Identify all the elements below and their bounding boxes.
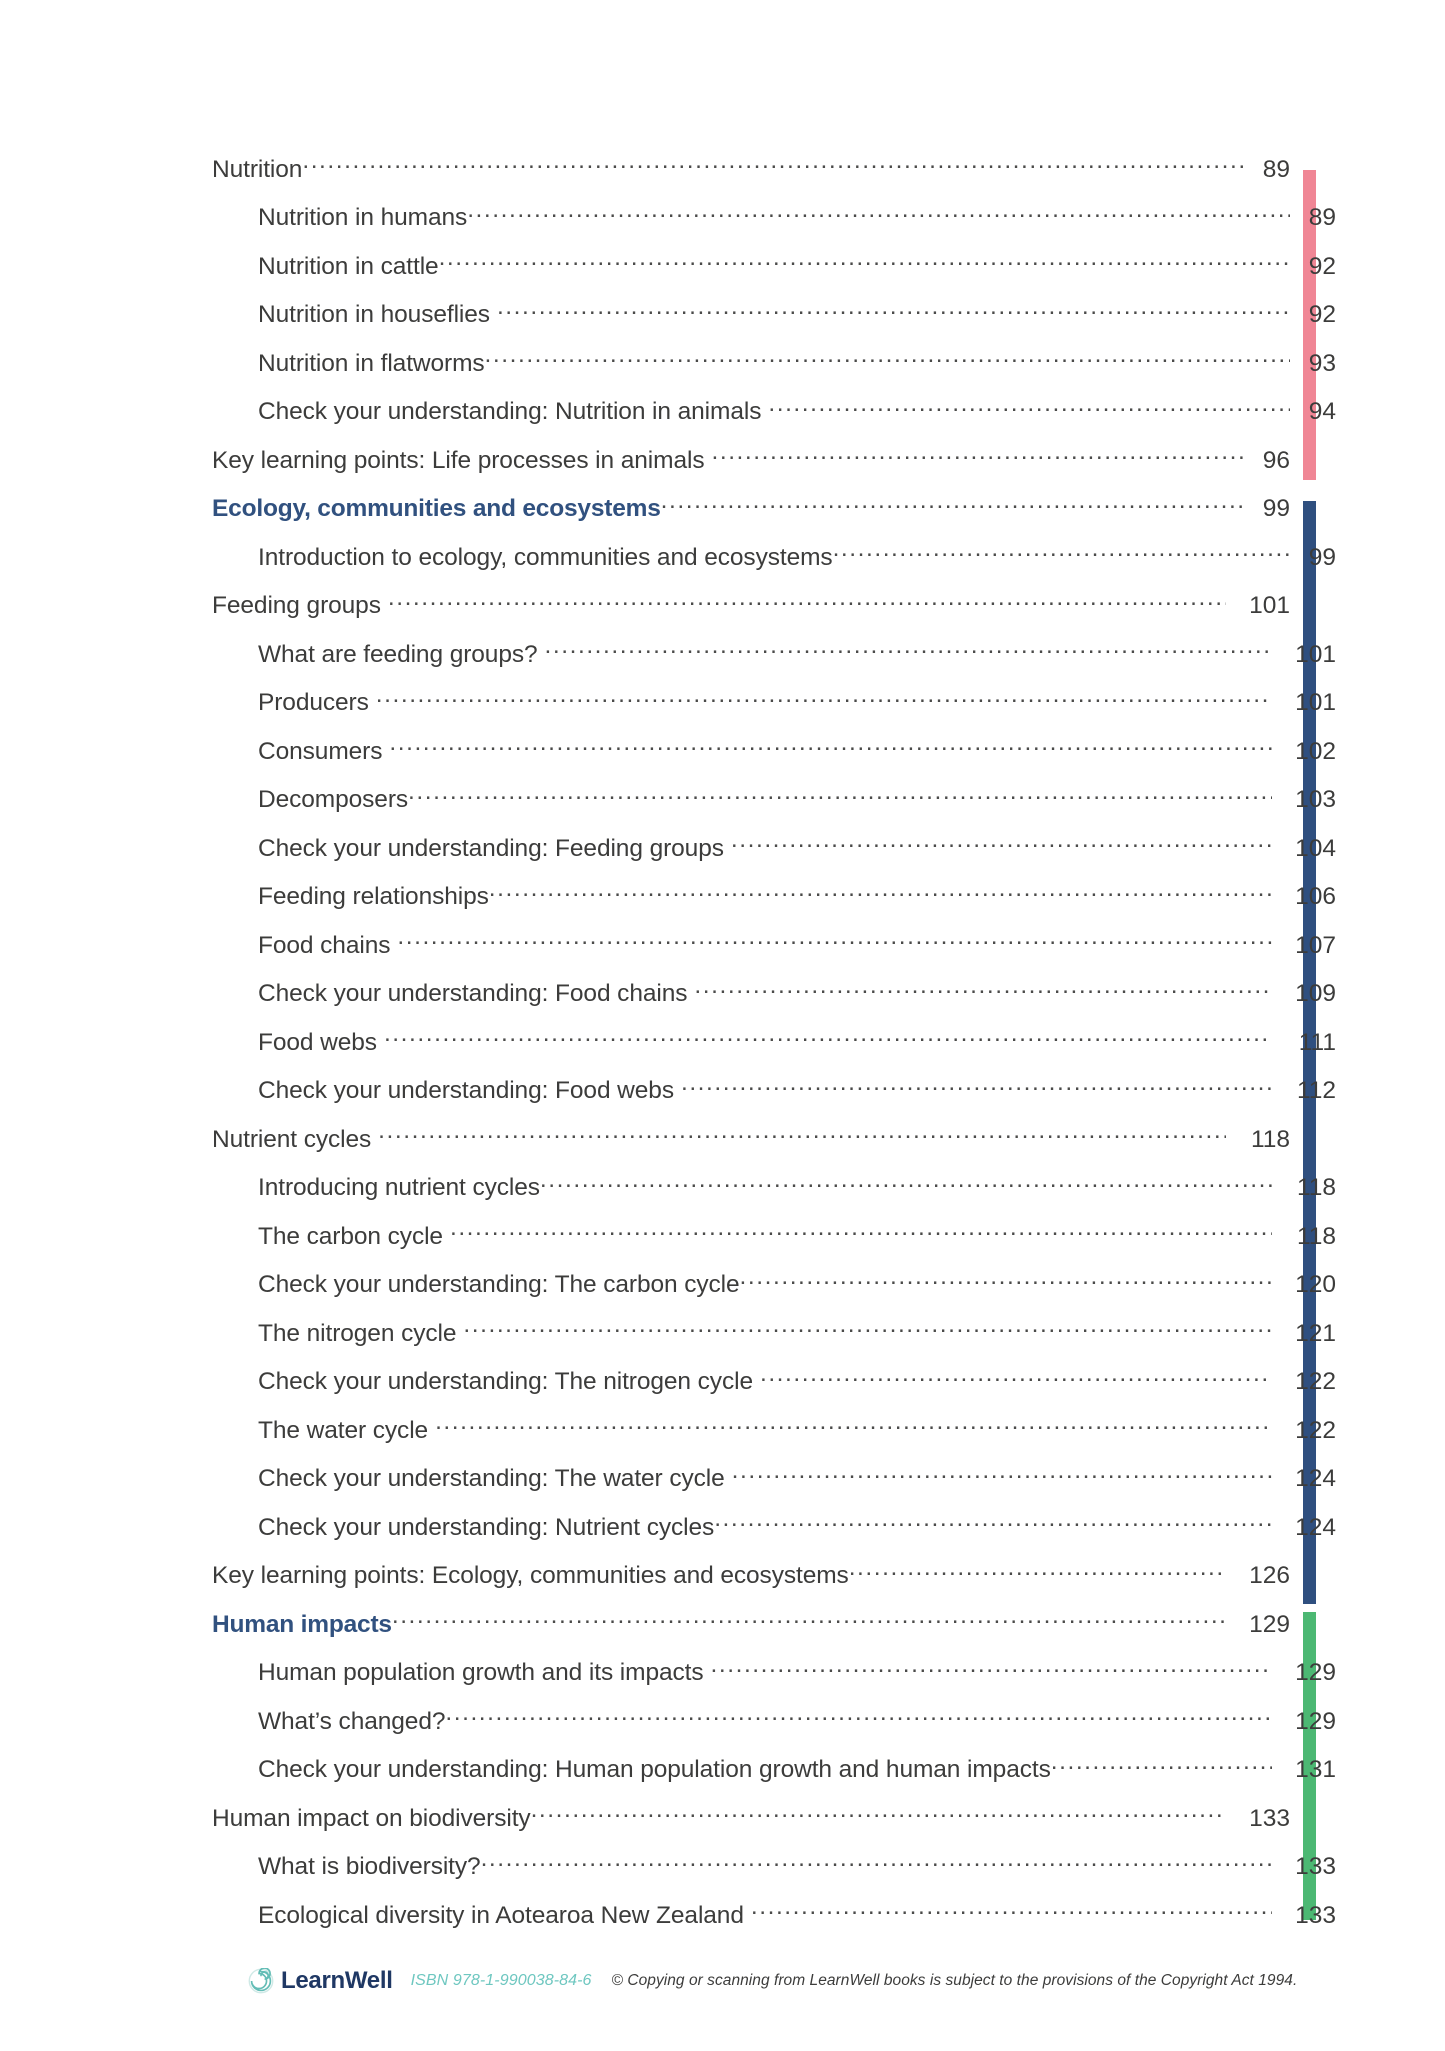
toc-entry-row[interactable] — [212, 1559, 1290, 1608]
toc-page-number: 124 — [1295, 1513, 1336, 1541]
toc-dot-leader — [540, 1171, 1272, 1196]
toc-page-number: 107 — [1295, 931, 1336, 959]
toc-entry-row[interactable] — [212, 1365, 1336, 1414]
toc-entry-label: Nutrition — [212, 155, 303, 183]
toc-page-number: 94 — [1308, 398, 1336, 425]
toc-entry-label: Ecological diversity in Aotearoa New Zealand — [258, 1901, 744, 1929]
learnwell-wordmark: LearnWell — [281, 1967, 393, 1994]
toc-dot-leader — [428, 1413, 1272, 1438]
toc-page-number: 106 — [1295, 883, 1336, 910]
toc-entry-label: Nutrition in cattle — [258, 252, 439, 280]
toc-dot-leader — [753, 1365, 1272, 1390]
toc-page-number: 101 — [1295, 640, 1336, 668]
toc-dot-leader — [661, 492, 1244, 517]
toc-page-number: 103 — [1295, 786, 1336, 813]
toc-entry-row[interactable] — [212, 977, 1336, 1026]
toc-entry-label: The carbon cycle — [258, 1222, 443, 1250]
toc-entry-label: Nutrition in flatworms — [258, 349, 485, 377]
toc-dot-leader — [714, 1510, 1272, 1535]
toc-entry-row[interactable] — [212, 686, 1336, 735]
toc-entry-row[interactable] — [212, 1122, 1290, 1171]
toc-entry-label: Decomposers — [258, 786, 409, 813]
toc-entry-label: The water cycle — [258, 1416, 429, 1444]
toc-page-number: 133 — [1295, 1853, 1336, 1880]
toc-dot-leader — [390, 928, 1272, 953]
toc-entry-row[interactable] — [212, 346, 1336, 395]
toc-dot-leader — [381, 589, 1226, 614]
toc-page-number: 92 — [1308, 301, 1336, 328]
toc-entry-label: Introduction to ecology, communities and ecosystems — [258, 543, 833, 571]
toc-entry-label: What’s changed? — [258, 1707, 446, 1735]
toc-entry-label: Key learning points: Ecology, communities and ecosystems — [212, 1562, 849, 1589]
toc-page-number: 133 — [1249, 1804, 1290, 1832]
toc-entry-label: Check your understanding: The water cycle — [258, 1465, 725, 1492]
toc-page-number: 121 — [1295, 1319, 1336, 1347]
toc-entry-row[interactable] — [212, 1316, 1336, 1365]
toc-page-number: 104 — [1295, 834, 1336, 862]
toc-entry-label: Human impacts — [212, 1610, 392, 1638]
toc-entry-label: Ecology, communities and ecosystems — [212, 495, 661, 522]
toc-entry-row[interactable] — [212, 395, 1336, 444]
toc-dot-leader — [456, 1316, 1272, 1341]
toc-entry-row[interactable] — [212, 1656, 1336, 1705]
toc-page-number: 101 — [1295, 689, 1336, 716]
toc-dot-leader — [531, 1801, 1226, 1826]
toc-dot-leader — [439, 249, 1290, 274]
toc-dot-leader — [443, 1219, 1272, 1244]
toc-entry-label: Check your understanding: Food chains — [258, 980, 688, 1007]
toc-entry-label: Human impact on biodiversity — [212, 1804, 531, 1832]
copyright-notice: © Copying or scanning from LearnWell books is subject to the provisions of the Copyright Act 1994. — [611, 1972, 1298, 1989]
toc-entry-label: Check your understanding: Human population growth and human impacts — [258, 1756, 1051, 1783]
toc-dot-leader — [740, 1268, 1272, 1293]
toc-dot-leader — [1051, 1753, 1272, 1778]
toc-entry-row[interactable] — [212, 589, 1290, 638]
toc-dot-leader — [849, 1559, 1226, 1584]
learnwell-logo — [248, 1968, 393, 1994]
toc-dot-leader — [392, 1607, 1226, 1632]
toc-entry-row[interactable] — [212, 783, 1336, 832]
toc-entry-label: Check your understanding: The nitrogen cycle — [258, 1368, 753, 1395]
toc-entry-row[interactable] — [212, 880, 1336, 929]
toc-dot-leader — [744, 1898, 1272, 1923]
toc-dot-leader — [538, 637, 1272, 662]
toc-entry-label: The nitrogen cycle — [258, 1319, 457, 1347]
toc-dot-leader — [369, 686, 1272, 711]
toc-entry-row[interactable] — [212, 1219, 1336, 1268]
toc-entry-row[interactable] — [212, 1801, 1290, 1850]
toc-chapter-row[interactable] — [212, 492, 1290, 541]
toc-entry-label: Check your understanding: Nutrition in animals — [258, 398, 762, 425]
toc-dot-leader — [489, 880, 1272, 905]
toc-page-number: 118 — [1296, 1222, 1336, 1250]
toc-dot-leader — [302, 152, 1244, 177]
toc-entry-label: Check your understanding: Feeding groups — [258, 834, 724, 862]
spiral-logo-icon — [248, 1968, 274, 1994]
toc-entry-label: Introducing nutrient cycles — [258, 1174, 540, 1201]
toc-entry-row[interactable] — [212, 249, 1336, 298]
toc-page-number: 133 — [1295, 1901, 1336, 1929]
toc-entry-label: Consumers — [258, 737, 383, 765]
toc-page-number: 129 — [1295, 1707, 1336, 1735]
toc-page-number: 129 — [1249, 1610, 1290, 1638]
toc-entry-label: Check your understanding: Food webs — [258, 1077, 674, 1104]
toc-entry-label: Food webs — [258, 1028, 377, 1056]
toc-page-number: 124 — [1295, 1465, 1336, 1492]
toc-chapter-row[interactable] — [212, 1607, 1290, 1656]
toc-page-number: 126 — [1249, 1562, 1290, 1589]
toc-page-number: 129 — [1295, 1659, 1336, 1686]
toc-entry-label: Nutrition in houseflies — [258, 301, 490, 328]
toc-page-number: 111 — [1298, 1028, 1336, 1056]
toc-dot-leader — [485, 346, 1290, 371]
toc-entry-label: Check your understanding: The carbon cycle — [258, 1271, 740, 1298]
toc-dot-leader — [371, 1122, 1226, 1147]
toc-entry-label: Key learning points: Life processes in animals — [212, 446, 705, 474]
toc-entry-row[interactable] — [212, 1753, 1336, 1802]
toc-entry-row[interactable] — [212, 1025, 1336, 1074]
toc-dot-leader — [704, 443, 1244, 468]
toc-dot-leader — [490, 298, 1290, 323]
page-footer — [0, 1958, 1445, 2004]
toc-dot-leader — [382, 734, 1272, 759]
toc-dot-leader — [467, 201, 1290, 226]
toc-dot-leader — [481, 1850, 1272, 1875]
toc-entry-label: Food chains — [258, 931, 391, 959]
toc-dot-leader — [725, 1462, 1272, 1487]
toc-entry-row[interactable] — [212, 1413, 1336, 1462]
toc-dot-leader — [377, 1025, 1272, 1050]
isbn-text: ISBN 978-1-990038-84-6 — [410, 1972, 592, 1989]
toc-entry-row[interactable] — [212, 1074, 1336, 1123]
toc-entry-row[interactable] — [212, 734, 1336, 783]
toc-page-number: 92 — [1308, 252, 1336, 280]
toc-entry-row[interactable] — [212, 637, 1336, 686]
toc-entry-row[interactable] — [212, 1704, 1336, 1753]
toc-dot-leader — [674, 1074, 1272, 1099]
toc-page-number: 120 — [1295, 1271, 1336, 1298]
toc-dot-leader — [724, 831, 1272, 856]
toc-entry-row[interactable] — [212, 928, 1336, 977]
toc-entry-label: What is biodiversity? — [258, 1853, 481, 1880]
toc-dot-leader — [704, 1656, 1272, 1681]
toc-page-number: 99 — [1262, 495, 1290, 522]
toc-page-number: 122 — [1295, 1368, 1336, 1395]
toc-page-number: 89 — [1262, 155, 1290, 183]
table-of-contents — [212, 152, 1336, 1947]
toc-entry-label: Check your understanding: Nutrient cycles — [258, 1513, 715, 1541]
toc-entry-row[interactable] — [212, 443, 1290, 492]
toc-entry-row[interactable] — [212, 831, 1336, 880]
toc-entry-row[interactable] — [212, 1898, 1336, 1947]
toc-entry-row[interactable] — [212, 1462, 1336, 1511]
toc-page-number: 99 — [1308, 543, 1336, 571]
toc-entry-label: Producers — [258, 689, 369, 716]
toc-entry-row[interactable] — [212, 1268, 1336, 1317]
toc-entry-row[interactable] — [212, 1171, 1336, 1220]
toc-entry-label: Nutrition in humans — [258, 204, 468, 231]
toc-entry-row[interactable] — [212, 152, 1290, 201]
toc-dot-leader — [833, 540, 1290, 565]
toc-page-number: 96 — [1262, 446, 1290, 474]
toc-entry-label: What are feeding groups? — [258, 640, 538, 668]
toc-entry-row[interactable] — [212, 540, 1336, 589]
toc-dot-leader — [761, 395, 1290, 420]
toc-dot-leader — [687, 977, 1272, 1002]
toc-page-number: 118 — [1250, 1125, 1290, 1153]
toc-entry-row[interactable] — [212, 201, 1336, 250]
toc-dot-leader — [408, 783, 1272, 808]
toc-page-number: 131 — [1295, 1756, 1336, 1783]
toc-page-number: 101 — [1249, 592, 1290, 619]
toc-entry-label: Human population growth and its impacts — [258, 1659, 704, 1686]
toc-dot-leader — [445, 1704, 1272, 1729]
toc-entry-label: Feeding groups — [212, 592, 381, 619]
toc-page-number: 112 — [1296, 1077, 1336, 1104]
toc-page-number: 102 — [1295, 737, 1336, 765]
toc-entry-row[interactable] — [212, 298, 1336, 347]
toc-entry-row[interactable] — [212, 1850, 1336, 1899]
toc-page-number: 122 — [1295, 1416, 1336, 1444]
toc-page-number: 89 — [1308, 204, 1336, 231]
toc-entry-row[interactable] — [212, 1510, 1336, 1559]
toc-page-number: 118 — [1296, 1174, 1336, 1201]
toc-page-number: 109 — [1295, 980, 1336, 1007]
toc-entry-label: Feeding relationships — [258, 883, 489, 910]
toc-page-number: 93 — [1308, 349, 1336, 377]
toc-entry-label: Nutrient cycles — [212, 1125, 372, 1153]
